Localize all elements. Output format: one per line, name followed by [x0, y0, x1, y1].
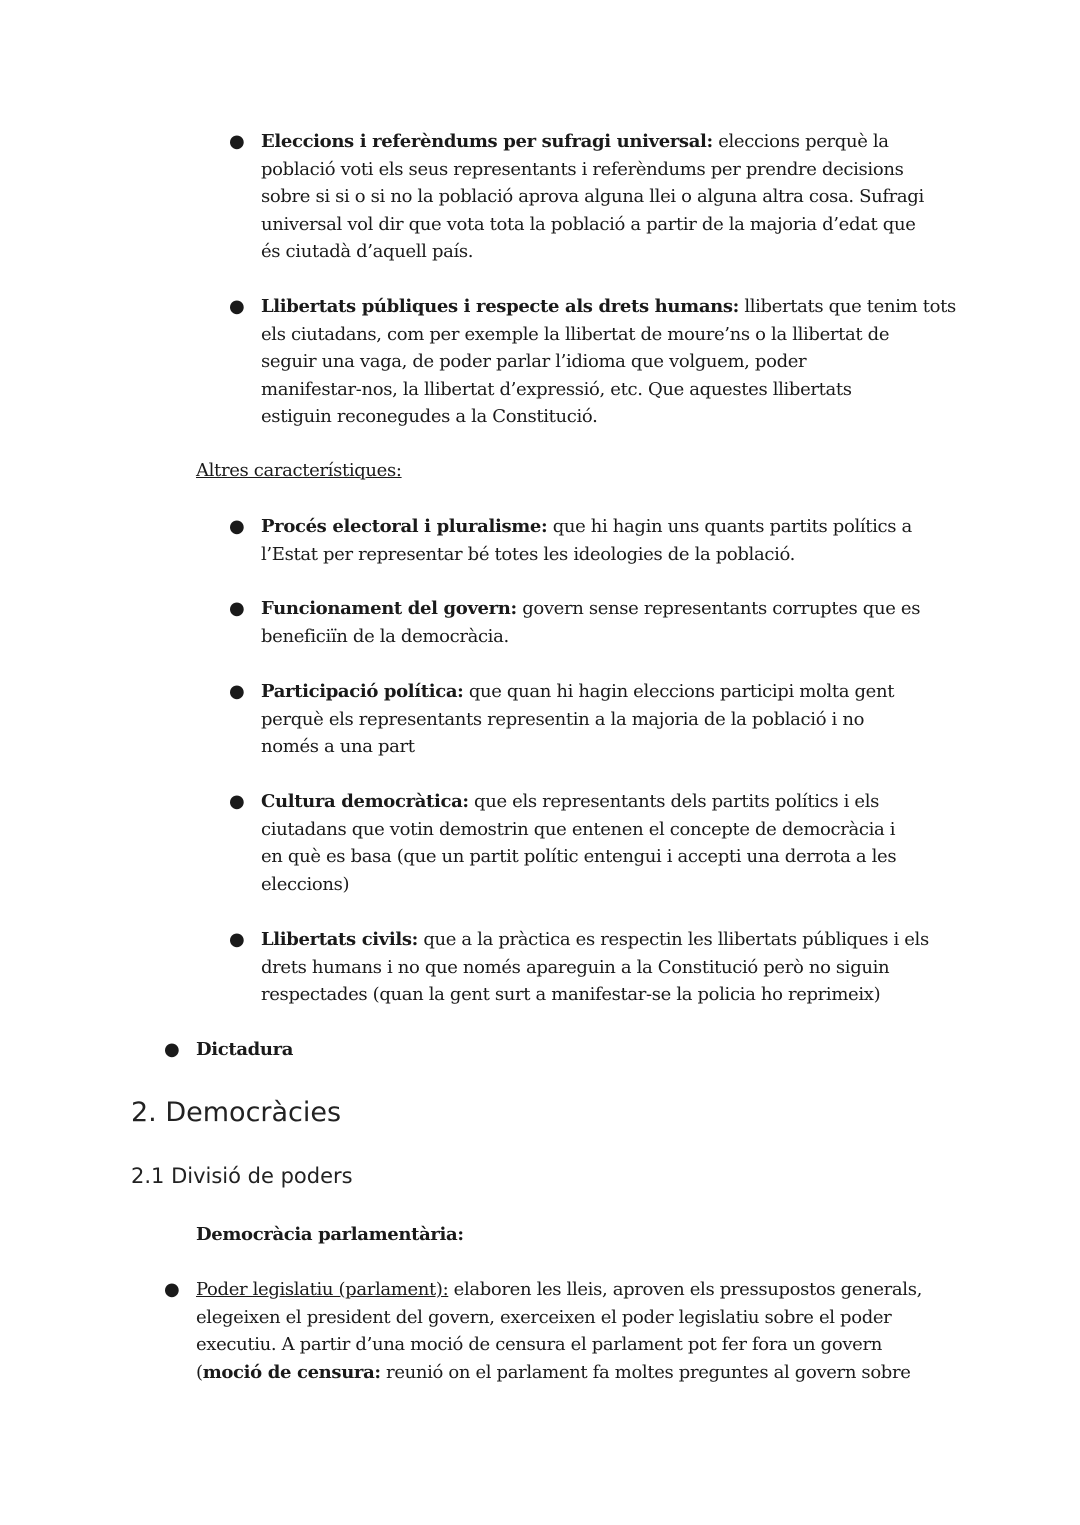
text-line	[196, 1276, 922, 1304]
text-segment: seguir una vaga, de poder parlar l’idioma que volguem, poder	[261, 351, 807, 372]
bullet-icon: ●	[229, 598, 245, 619]
bold-term: Participació política:	[261, 681, 464, 702]
text-segment: estiguin reconegudes a la Constitució.	[261, 406, 598, 427]
text-line	[261, 788, 896, 816]
list-item	[229, 926, 929, 1009]
text-line	[261, 348, 956, 376]
text-line	[196, 1331, 922, 1359]
bold-term: Cultura democràtica:	[261, 791, 469, 812]
heading-2: 2. Democràcies	[131, 1097, 342, 1128]
text-line	[261, 541, 912, 569]
text-line	[261, 376, 956, 404]
text-line	[261, 211, 924, 239]
text-segment: eleccions)	[261, 873, 350, 895]
text-segment: govern sense representants corruptes que es	[516, 598, 921, 619]
subheading: Democràcia parlamentària:	[196, 1224, 464, 1245]
list-item	[229, 293, 956, 431]
text-line	[261, 733, 894, 761]
text-line	[261, 816, 896, 844]
text-line	[261, 513, 912, 541]
text-segment: població voti els seus representants i referèndums per prendre decisions	[261, 158, 904, 180]
text-line	[261, 183, 924, 211]
bold-term: Eleccions i referèndums per sufragi universal:	[261, 131, 713, 152]
text-line	[261, 926, 929, 954]
text-line	[261, 623, 920, 651]
text-line	[261, 706, 894, 734]
bold-term: moció de censura:	[202, 1361, 381, 1383]
text-line	[261, 293, 956, 321]
bullet-icon: ●	[229, 131, 245, 152]
underlined-term: Poder legislatiu (parlament):	[196, 1279, 449, 1300]
list-item	[229, 678, 895, 761]
bullet-icon: ●	[229, 296, 245, 317]
heading-3: 2.1 Divisió de poders	[131, 1164, 353, 1188]
text-line	[261, 156, 924, 184]
text-segment: respectades (quan la gent surt a manifestar-se la policia ho reprimeix)	[261, 984, 881, 1005]
list-item	[229, 788, 897, 898]
text-line	[261, 843, 896, 871]
text-line	[196, 1304, 922, 1332]
text-segment: és ciutadà d’aquell país.	[261, 241, 474, 262]
bullet-icon: ●	[164, 1279, 180, 1300]
text-line	[261, 403, 956, 431]
text-line	[261, 595, 920, 623]
text-segment: executiu. A partir d’una moció de censura el parlament pot fer fora un govern	[196, 1334, 882, 1355]
text-line	[261, 128, 924, 156]
text-segment: només a una part	[261, 736, 415, 757]
text-segment: ciutadans que votin demostrin que entenen el concepte de democràcia i	[261, 818, 896, 840]
text-segment: elaboren les lleis, aproven els pressupostos generals,	[448, 1279, 922, 1300]
bullet-icon: ●	[229, 516, 245, 537]
bold-term: Funcionament del govern:	[261, 598, 517, 619]
bullet-icon: ●	[229, 681, 245, 702]
bold-term: Procés electoral i pluralisme:	[261, 516, 548, 537]
text-segment: eleccions perquè la	[712, 131, 889, 152]
list-item	[164, 1276, 922, 1386]
text-line	[261, 954, 929, 982]
bullet-icon: ●	[229, 791, 245, 812]
text-line	[261, 678, 894, 706]
bold-term: Llibertats civils:	[261, 929, 418, 950]
list-item	[229, 128, 924, 266]
text-segment: en què es basa (que un partit polític entengui i accepti una derrota a les	[261, 846, 897, 867]
text-line	[196, 1359, 922, 1387]
text-segment: que quan hi hagin eleccions participi molta gent	[463, 681, 895, 702]
list-item	[229, 513, 912, 568]
text-segment: perquè els representants representin a la majoria de la població i no	[261, 708, 865, 730]
text-segment: els ciutadans, com per exemple la llibertat de moure’ns o la llibertat de	[261, 323, 890, 345]
text-segment: elegeixen el president del govern, exerceixen el poder legislatiu sobre el poder	[196, 1306, 892, 1328]
text-line	[261, 981, 929, 1009]
text-segment: (	[196, 1361, 203, 1383]
bullet-icon: ●	[229, 929, 245, 950]
text-segment: llibertats que tenim tots	[738, 296, 956, 317]
text-segment: que a la pràctica es respectin les llibertats públiques i els	[417, 929, 929, 950]
text-line	[261, 871, 896, 899]
text-segment: l’Estat per representar bé totes les ideologies de la població.	[261, 543, 796, 565]
list-item	[229, 595, 921, 650]
text-segment: que els representants dels partits polítics i els	[468, 791, 879, 812]
text-segment: drets humans i no que només apareguin a la Constitució però no siguin	[261, 956, 890, 978]
bold-term: Llibertats públiques i respecte als drets humans:	[261, 296, 739, 317]
text-segment: que hi hagin uns quants partits polítics a	[547, 516, 912, 537]
list-item-dictadura: Dictadura	[196, 1039, 294, 1060]
text-segment: manifestar-nos, la llibertat d’expressió, etc. Que aquestes llibertats	[261, 378, 852, 400]
text-segment: beneficiïn de la democràcia.	[261, 625, 509, 647]
section-subheading: Altres característiques:	[196, 460, 402, 481]
text-segment: sobre si si o si no la població aprova alguna llei o alguna altra cosa. Sufragi	[261, 186, 924, 207]
text-segment: universal vol dir que vota tota la població a partir de la majoria d’edat que	[261, 213, 916, 235]
text-line	[261, 321, 956, 349]
text-line	[261, 238, 924, 266]
bullet-icon: ●	[164, 1039, 180, 1060]
text-segment: reunió on el parlament fa moltes preguntes al govern sobre	[380, 1361, 911, 1383]
